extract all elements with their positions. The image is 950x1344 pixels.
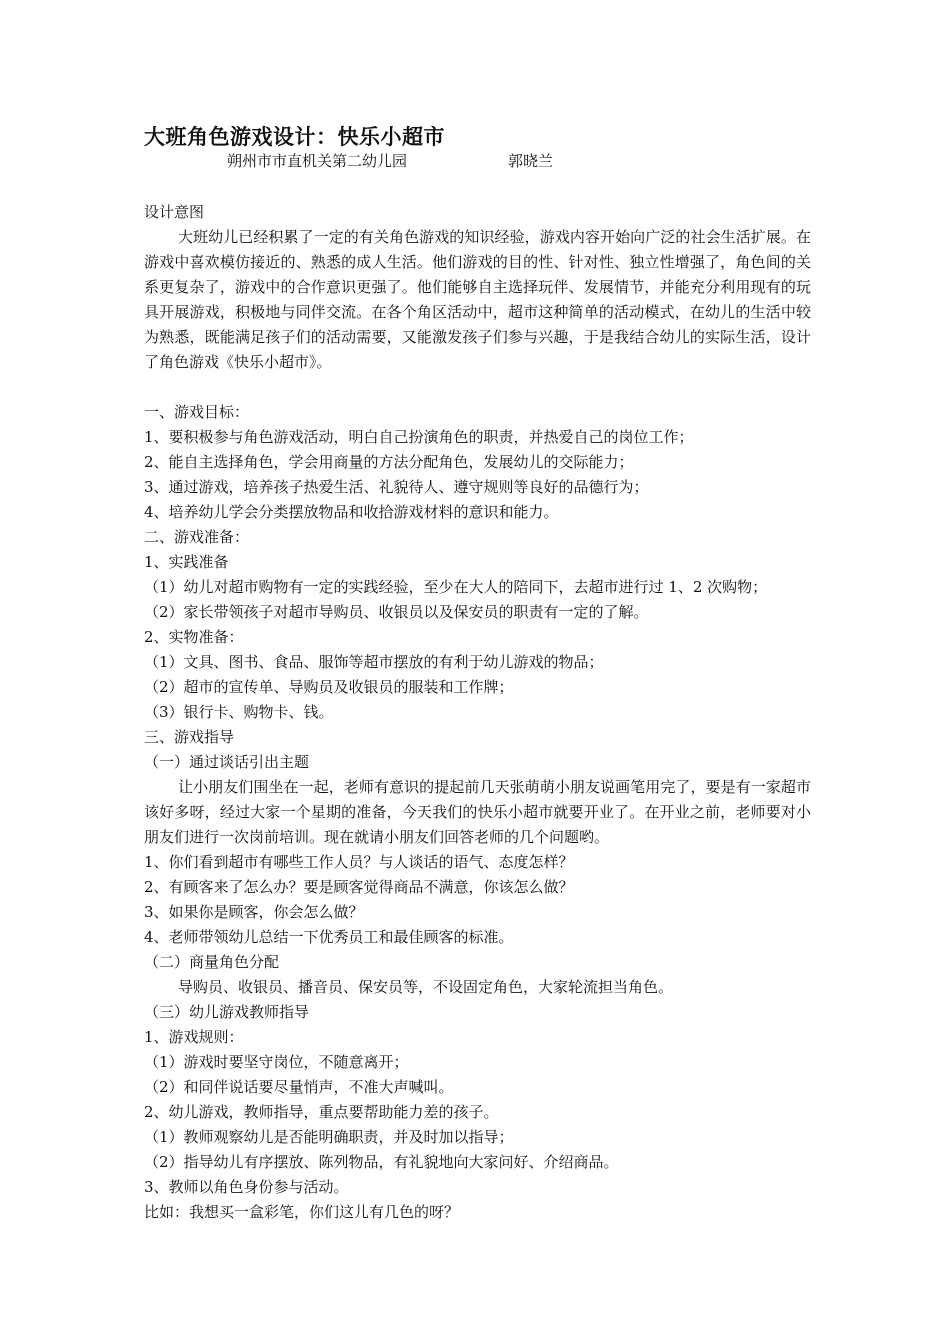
- goal-item: 1、要积极参与角色游戏活动，明白自己扮演角色的职责，并热爱自己的岗位工作；: [144, 428, 694, 446]
- material-item: （3）银行卡、购物卡、钱。: [144, 703, 334, 721]
- talk-question: 4、老师带领幼儿总结一下优秀员工和最佳顾客的标准。: [144, 928, 514, 946]
- roles-heading: （二）商量角色分配: [144, 953, 280, 971]
- intent-paragraph: 大班幼儿已经积累了一定的有关角色游戏的知识经验，游戏内容开始向广泛的社会生活扩展。在游戏中喜欢模仿接近的、熟悉的成人生活。他们游戏的目的性、针对性、独立性增强了，角色间的关系更复杂了，游戏中的合作意识更强了。他们能够自主选择玩伴、发展情节，并能充分利用现有的玩具开展游戏，积极地与同伴交流。在各个角区活动中，超市这种简单的活动模式，在幼儿的生活中较为熟悉，既能满足孩子们的活动需要，又能激发孩子们参与兴趣，于是我结合幼儿的实际生活，设计了角色游戏《快乐小超市》。: [144, 228, 811, 371]
- example-text: 比如：我想买一盒彩笔，你们这儿有几色的呀？: [144, 1203, 460, 1221]
- play-item: （1）教师观察幼儿是否能明确职责，并及时加以指导；: [144, 1128, 514, 1146]
- document-body: [144, 200, 811, 1225]
- practice-heading: 1、实践准备: [144, 553, 229, 571]
- role-play-heading: 3、教师以角色身份参与活动。: [144, 1178, 349, 1196]
- material-item: （1）文具、图书、食品、服饰等超市摆放的有利于幼儿游戏的物品；: [144, 653, 604, 671]
- play-item: （2）指导幼儿有序摆放、陈列物品，有礼貌地向大家问好、介绍商品。: [144, 1153, 619, 1171]
- roles-text: 导购员、收银员、播音员、保安员等，不设固定角色，大家轮流担当角色。: [178, 978, 674, 996]
- teacher-heading: （三）幼儿游戏教师指导: [144, 1003, 310, 1021]
- practice-item: （1）幼儿对超市购物有一定的实践经验，至少在大人的陪同下，去超市进行过 1、2 次购物；: [144, 578, 768, 596]
- goal-item: 3、通过游戏，培养孩子热爱生活、礼貌待人、遵守规则等良好的品德行为；: [144, 478, 649, 496]
- blank-line: [144, 375, 811, 400]
- practice-item: （2）家长带领孩子对超市导购员、收银员以及保安员的职责有一定的了解。: [144, 603, 649, 621]
- goals-heading: 一、游戏目标：: [144, 403, 250, 421]
- talk-question: 3、如果你是顾客，你会怎么做？: [144, 903, 364, 921]
- talk-question: 1、你们看到超市有哪些工作人员？与人谈话的语气、态度怎样？: [144, 853, 574, 871]
- material-item: （2）超市的宣传单、导购员及收银员的服装和工作牌；: [144, 678, 514, 696]
- document-title: 大班角色游戏设计：快乐小超市: [144, 124, 445, 149]
- goal-item: 2、能自主选择角色，学会用商量的方法分配角色，发展幼儿的交际能力；: [144, 453, 634, 471]
- intent-heading: 设计意图: [144, 203, 205, 221]
- rules-item: （1）游戏时要坚守岗位，不随意离开；: [144, 1053, 409, 1071]
- play-heading: 2、幼儿游戏，教师指导，重点要帮助能力差的孩子。: [144, 1103, 499, 1121]
- talk-heading: （一）通过谈话引出主题: [144, 753, 310, 771]
- rules-heading: 1、游戏规则：: [144, 1028, 244, 1046]
- material-heading: 2、实物准备：: [144, 628, 244, 646]
- author-organization: 朔州市市直机关第二幼儿园: [227, 152, 408, 170]
- goal-item: 4、培养幼儿学会分类摆放物品和收拾游戏材料的意识和能力。: [144, 503, 559, 521]
- talk-question: 2、有顾客来了怎么办？要是顾客觉得商品不满意，你该怎么做？: [144, 878, 574, 896]
- author-name: 郭晓兰: [508, 152, 554, 170]
- talk-paragraph: 让小朋友们围坐在一起，老师有意识的提起前几天张萌萌小朋友说画笔用完了，要是有一家超市该好多呀，经过大家一个星期的准备，今天我们的快乐小超市就要开业了。在开业之前，老师要对小朋友们进行一次岗前培训。现在就请小朋友们回答老师的几个问题哟。: [144, 778, 811, 846]
- prep-heading: 二、游戏准备：: [144, 528, 250, 546]
- rules-item: （2）和同伴说话要尽量悄声，不准大声喊叫。: [144, 1078, 454, 1096]
- guide-heading: 三、游戏指导: [144, 728, 235, 746]
